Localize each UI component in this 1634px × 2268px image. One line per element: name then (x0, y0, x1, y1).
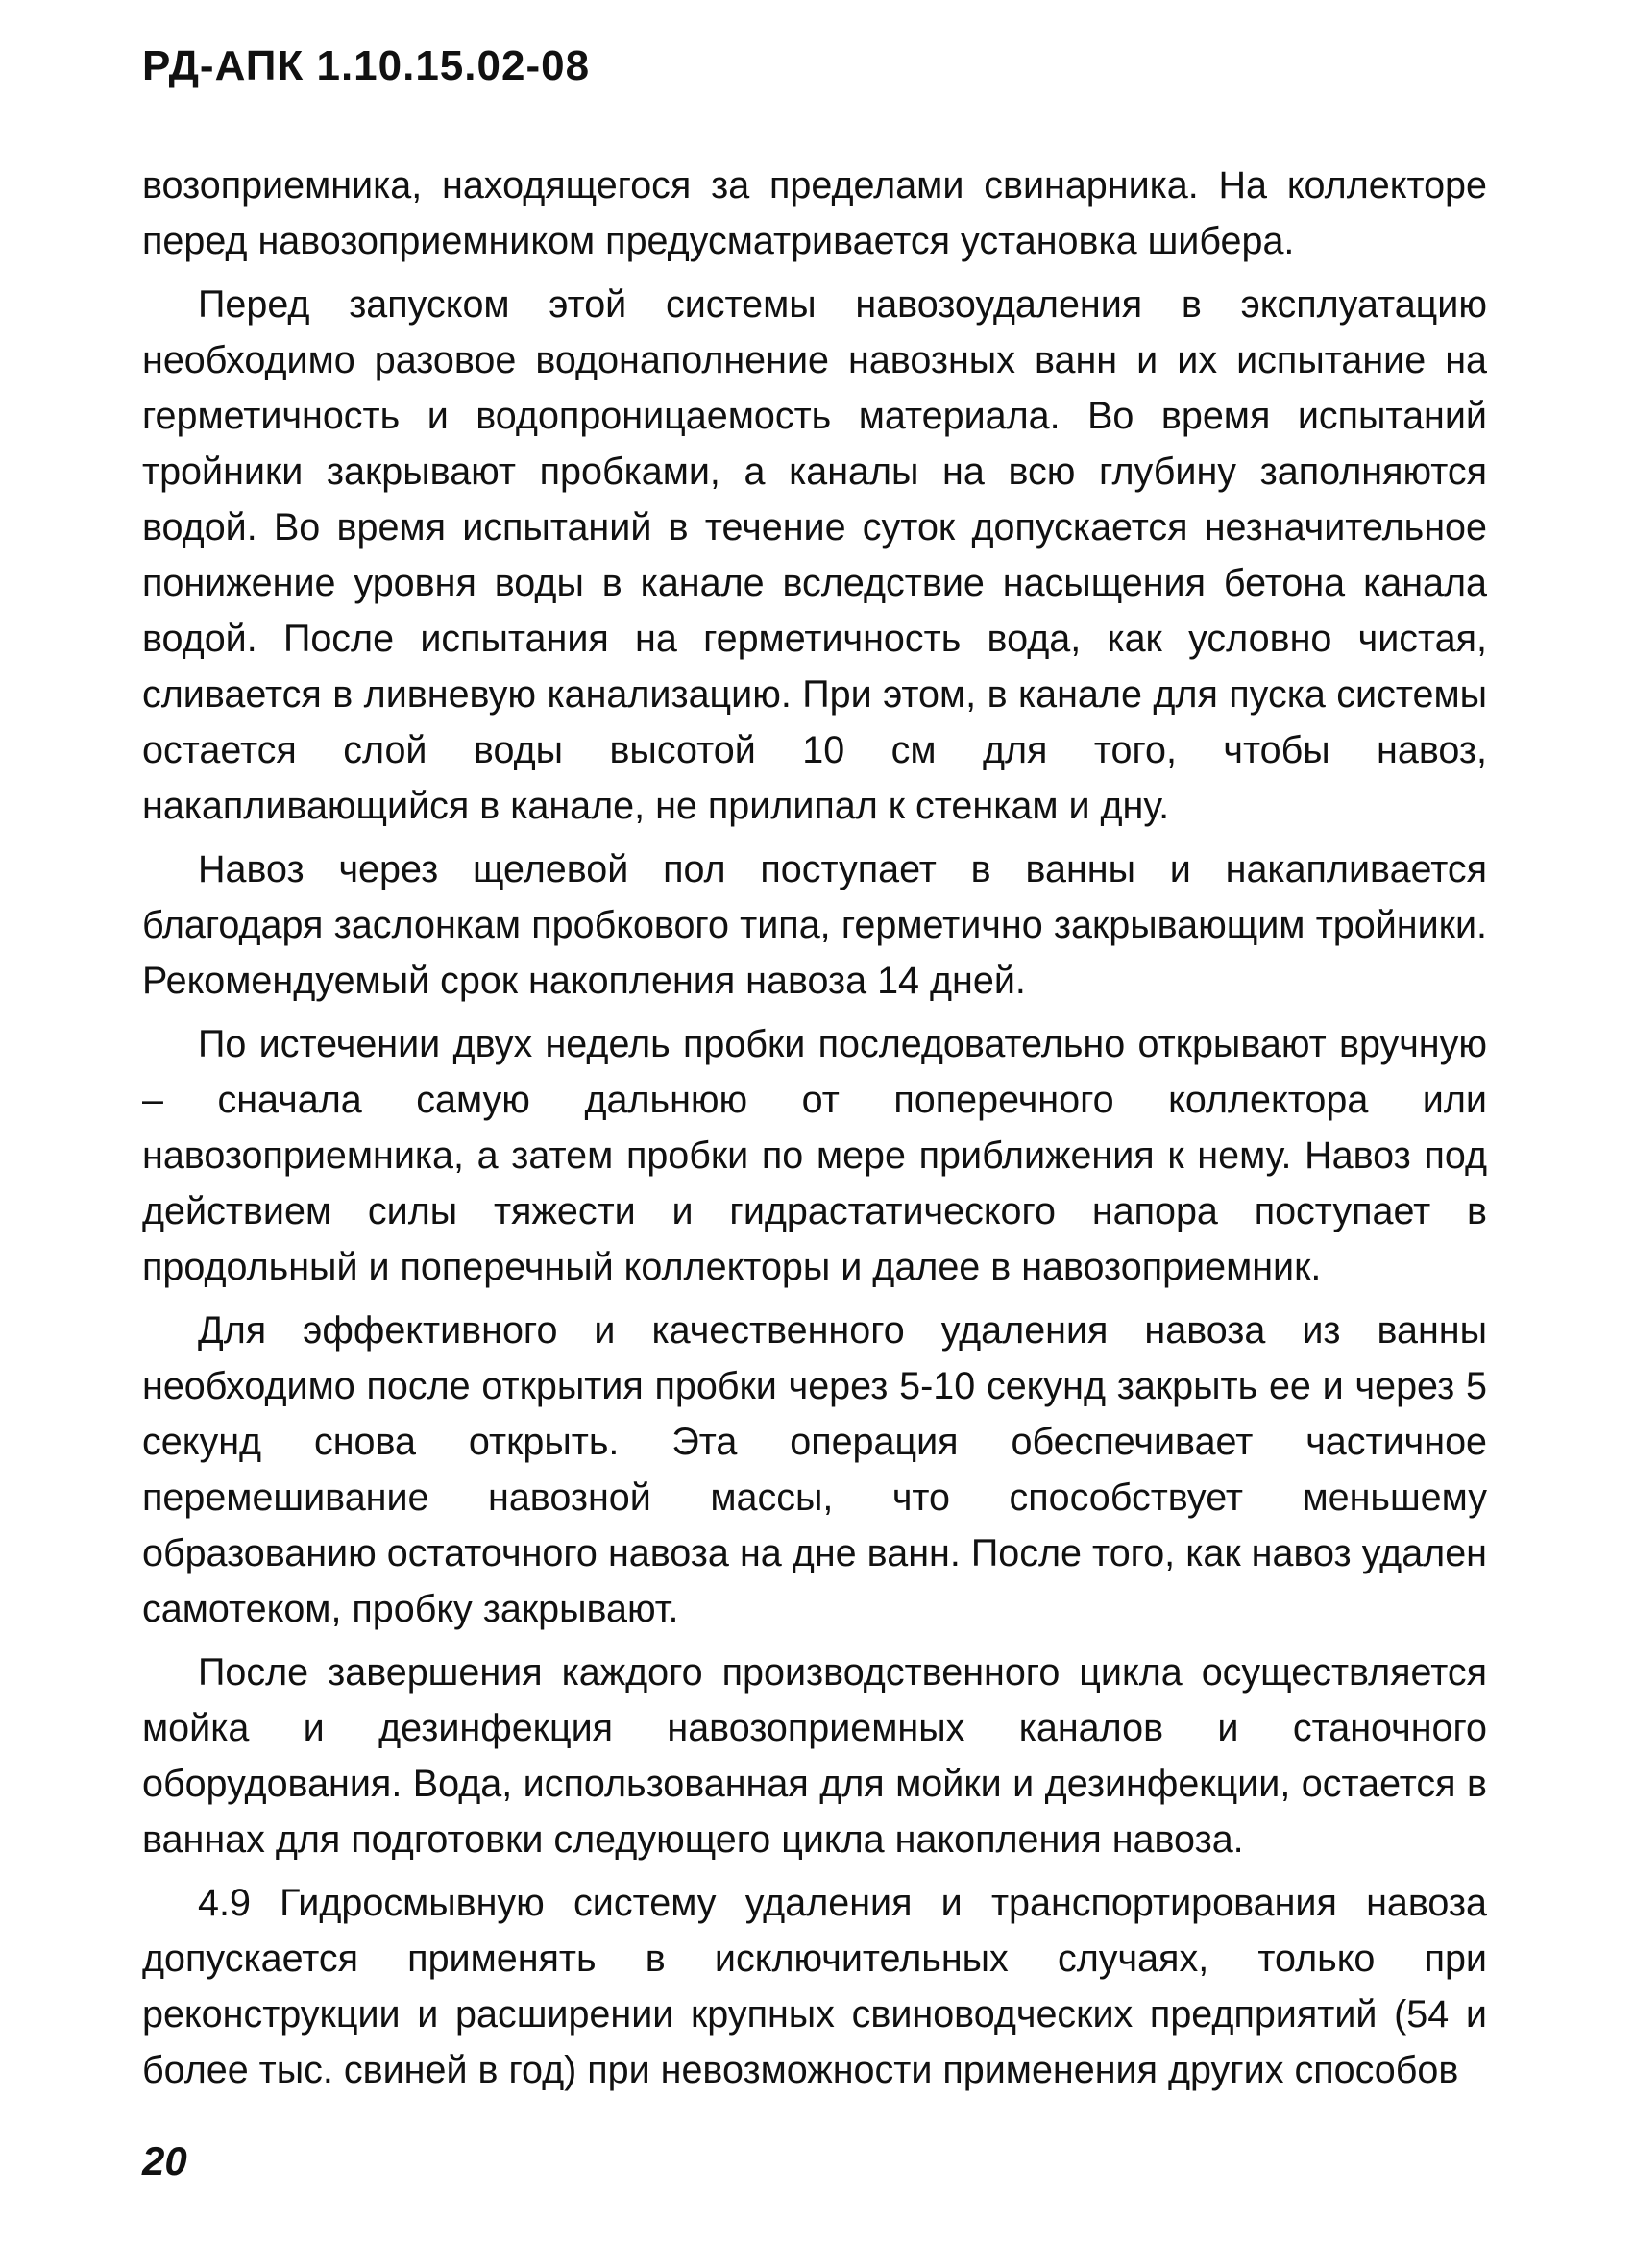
paragraph-section-4-9: 4.9 Гидросмывную систему удаления и транспортирования навоза допускается применять в исключительных случаях, только при реконструкции и расширении крупных свиноводческих предприятий (54 и более тыс. свиней в год) при невозможности применения других способов (142, 1882, 1487, 2091)
paragraph-washing-disinfection: После завершения каждого производственного цикла осуществляется мойка и дезинфекция навозоприемных каналов и станочного оборудования. Вода, использованная для мойки и дезинфекции, остается в ваннах для подготовки следующего цикла накопления навоза. (142, 1651, 1487, 1861)
page-number: 20 (142, 2138, 187, 2183)
paragraph-effective-removal: Для эффективного и качественного удаления навоза из ванны необходимо после открытия пробки через 5-10 секунд закрыть ее и через 5 секунд снова открыть. Эта операция обеспечивает частичное перемешивание навозной массы, что способствует меньшему образованию остаточного навоза на дне ванн. После того, как навоз удален самотеком, пробку закрывают. (142, 1309, 1487, 1630)
document-code-header: РД-АПК 1.10.15.02-08 (142, 42, 591, 89)
paragraph-manure-accumulation: Навоз через щелевой пол поступает в ванны и накапливается благодаря заслонкам пробкового типа, герметично закрывающим тройники. Рекомендуемый срок накопления навоза 14 дней. (142, 848, 1487, 1002)
page-body (142, 158, 1487, 2106)
paragraph-plug-opening: По истечении двух недель пробки последовательно открывают вручную – сначала самую дальнюю от поперечного коллектора или навозоприемника, а затем пробки по мере приближения к нему. Навоз под действием силы тяжести и гидрастатического напора поступает в продольный и поперечный коллекторы и далее в навозоприемник. (142, 1023, 1487, 1288)
paragraph-system-testing: Перед запуском этой системы навозоудаления в эксплуатацию необходимо разовое водонаполнение навозных ванн и их испытание на герметичность и водопроницаемость материала. Во время испытаний тройники закрывают пробками, а каналы на всю глубину заполняются водой. Во время испытаний в течение суток допускается незначительное понижение уровня воды в канале вследствие насыщения бетона канала водой. После испытания на герметичность вода, как условно чистая, сливается в ливневую канализацию. При этом, в канале для пуска системы остается слой воды высотой 10 см для того, чтобы навоз, накапливающийся в канале, не прилипал к стенкам и дну. (142, 283, 1487, 827)
paragraph-continuation: возоприемника, находящегося за пределами свинарника. На коллекторе перед навозоприемником предусматривается установка шибера. (142, 164, 1487, 262)
